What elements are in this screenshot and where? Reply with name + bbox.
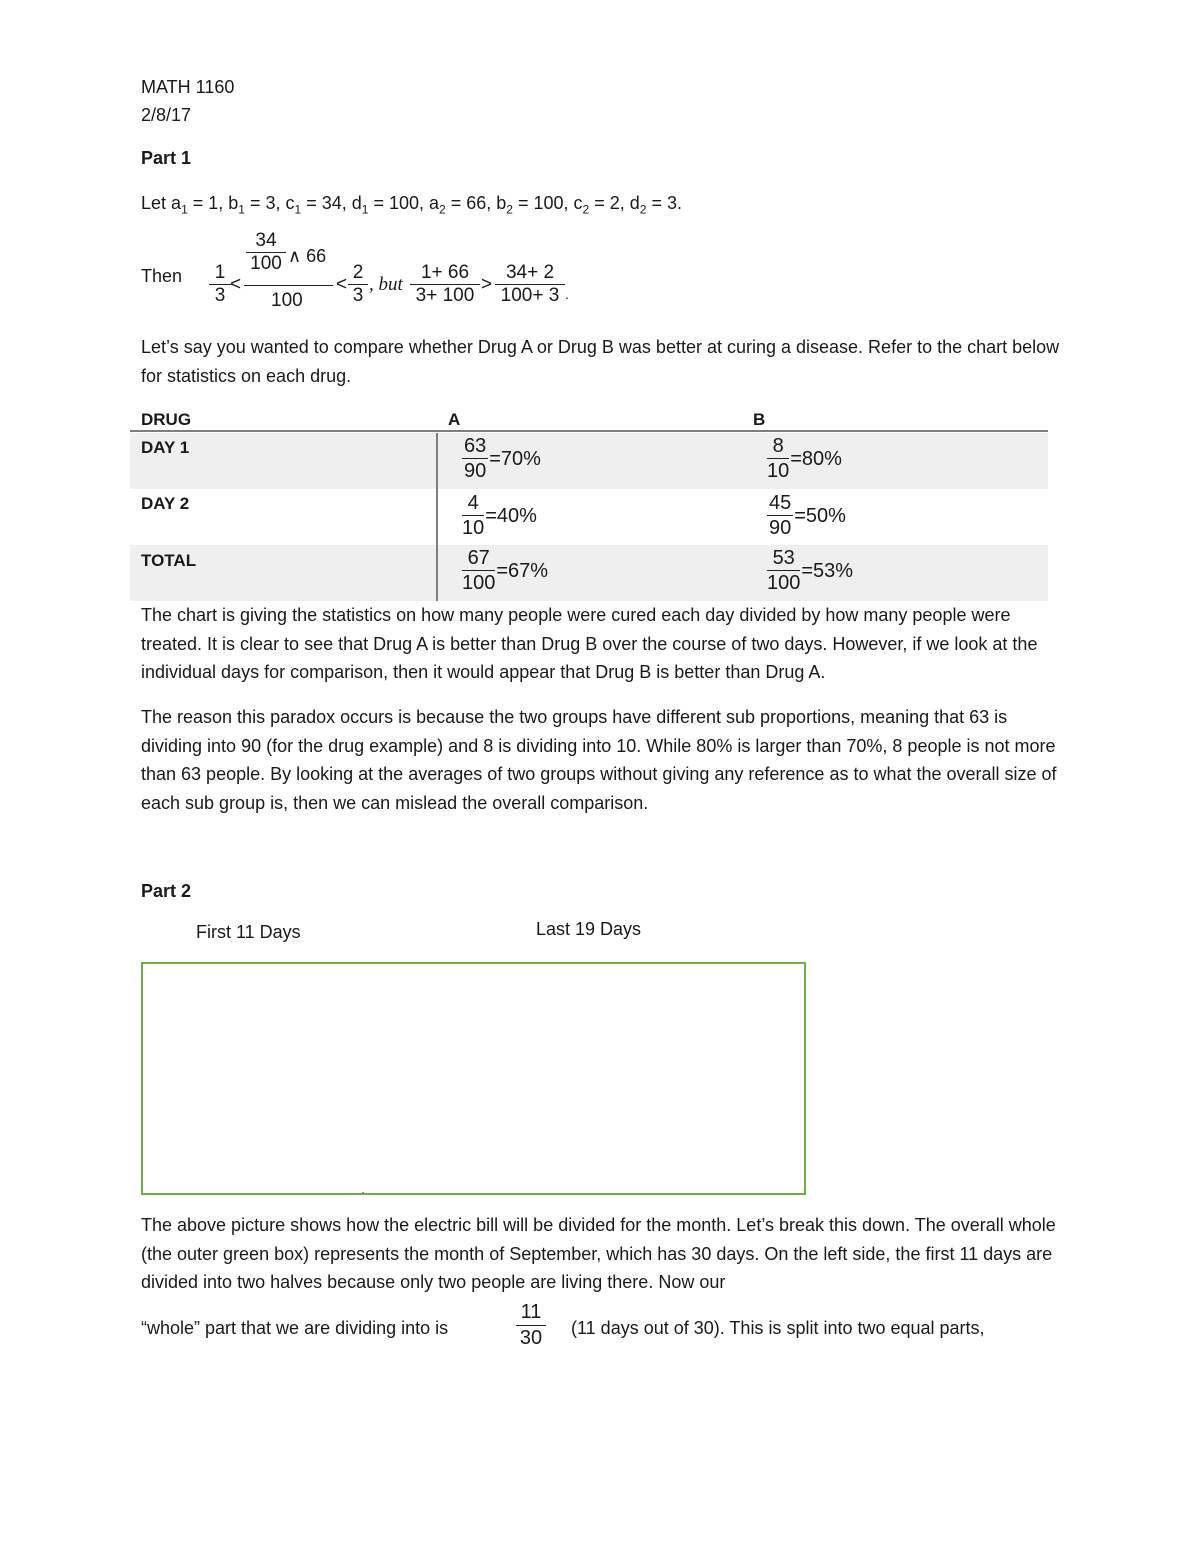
fraction-eleven-thirtieths: $\frac{11}{30}$	[516, 1300, 546, 1351]
table-column-divider	[436, 433, 438, 601]
main-fraction-bar	[244, 285, 333, 286]
part1-heading: Part 1	[141, 148, 192, 168]
table-cell-a: $\frac{63}{90}$ =70%	[464, 435, 541, 482]
variable-assignments	[171, 193, 682, 217]
table-row-shade	[130, 433, 1048, 489]
explanation-paragraph: The chart is giving the statistics on how many people were cured each day divided by how many people were treated. It is clear to see that Drug A is better than Drug B over the course of two days. However, if we look at the individual days for comparison, then it would appear that Drug B is better than Drug A.	[141, 605, 1038, 682]
let-statement	[141, 189, 682, 224]
split-text: (11 days out of 30). This is split into two equal parts,	[571, 1318, 985, 1338]
document-date: 2/8/17	[141, 105, 192, 125]
variable-assignment: $c_2 = 2$,	[573, 193, 630, 217]
compound-denominator: 100	[271, 290, 303, 311]
variable-assignment: $a_1 = 1$,	[171, 193, 229, 217]
inner-fraction: $\frac{34}{100}$	[246, 230, 286, 275]
variable-assignment: $d_1 = 100$,	[351, 193, 430, 217]
last-days-label: Last 19 Days	[536, 919, 642, 939]
bill-paragraph: The above picture shows how the electric bill will be divided for the month. Let’s break this down. The overall whole (the outer green box) represents the month of September, which has 30 days. On the left side, the first 11 days are divided into two halves because only two people are living there. Now our	[141, 1215, 1056, 1292]
fraction-left-sum: $\frac{1+ 66}{3+ 100}$	[410, 262, 480, 307]
table-header-b: B	[753, 410, 766, 429]
fraction-right-sum: $\frac{34+ 2}{100+ 3}$	[495, 262, 565, 307]
less-than-symbol: <	[230, 274, 242, 295]
then-label: Then	[141, 266, 183, 286]
table-cell-a: $\frac{67}{100}$ =67%	[462, 547, 549, 594]
less-than-symbol: <	[336, 274, 348, 295]
table-header-rule	[130, 430, 1048, 432]
table-row-label: DAY 2	[141, 494, 190, 513]
table-cell-b: $\frac{8}{10}$ =80%	[767, 435, 842, 482]
but-word: , but	[369, 274, 403, 295]
greater-than-symbol: >	[481, 274, 493, 295]
part2-heading: Part 2	[141, 881, 192, 901]
table-cell-b: $\frac{45}{90}$ =50%	[769, 492, 846, 539]
fraction-two-thirds: $\frac{2}{3}$	[348, 262, 368, 307]
divider-tick	[362, 1192, 364, 1195]
fraction-one-third: $\frac{1}{3}$	[209, 262, 231, 307]
variable-assignment: $a_2 = 66$,	[429, 193, 497, 217]
let-prefix: Let	[141, 193, 167, 213]
period: .	[565, 286, 569, 302]
variable-assignment: $d_2 = 3$.	[629, 193, 682, 217]
table-header-a: A	[448, 410, 461, 429]
paradox-paragraph: The reason this paradox occurs is because the two groups have different sub proportions, meaning that 63 is dividing into 90 (for the drug example) and 8 is dividing into 10. While 80% is larger than 70%, 8 people is not more than 63 people. By looking at the averages of two groups without giving any reference as to what the overall size of each sub group is, then we can mislead the overall comparison.	[141, 707, 1057, 813]
table-row-label: TOTAL	[141, 551, 197, 570]
variable-assignment: $b_2 = 100$,	[496, 193, 574, 217]
first-days-label: First 11 Days	[196, 922, 301, 942]
variable-assignment: $b_1 = 3$,	[228, 193, 286, 217]
table-cell-a: $\frac{4}{10}$ =40%	[462, 492, 537, 539]
wedge-term: ∧ 66	[288, 246, 327, 266]
table-header-drug: DRUG	[141, 410, 192, 429]
month-diagram-box	[141, 962, 806, 1195]
table-cell-b: $\frac{53}{100}$ =53%	[767, 547, 854, 594]
table-row-shade	[130, 545, 1048, 601]
whole-part-text: “whole” part that we are dividing into is	[141, 1318, 449, 1338]
course-title: MATH 1160	[141, 77, 235, 97]
variable-assignment: $c_1 = 34$,	[285, 193, 352, 217]
table-row-label: DAY 1	[141, 438, 190, 457]
intro-paragraph: Let’s say you wanted to compare whether Drug A or Drug B was better at curing a disease. Refer to the chart below for statistics on each drug.	[141, 337, 1060, 386]
